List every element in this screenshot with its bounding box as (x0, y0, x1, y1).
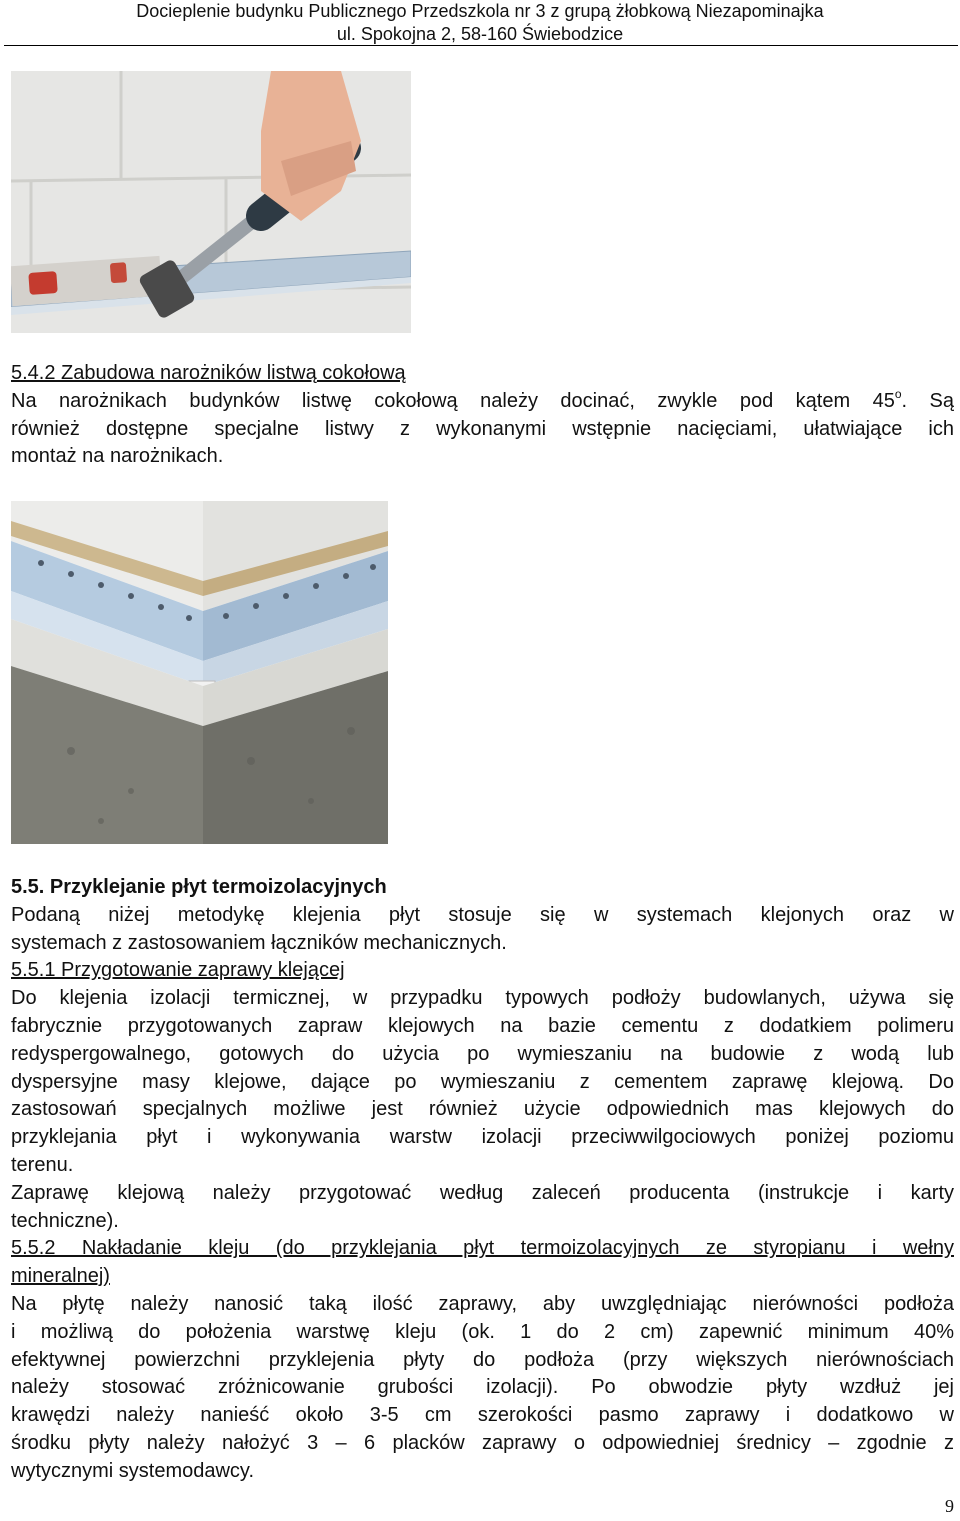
paragraph-line: Podaną niżej metodykę klejenia płyt stosuje się w systemach klejonych oraz w (11, 903, 954, 926)
paragraph-line: fabrycznie przygotowanych zapraw klejowych na bazie cementu z dodatkiem polimeru (11, 1014, 954, 1037)
paragraph-line: środku płyty należy nałożyć 3 – 6 placków zaprawy o odpowiedniej średnicy – zgodnie z (11, 1431, 954, 1454)
section-heading-5-5-2-cont: mineralnej) (11, 1265, 110, 1288)
section-heading-5-5: 5.5. Przyklejanie płyt termoizolacyjnych (11, 876, 387, 898)
paragraph-line: Na płytę należy nanosić taką ilość zaprawy, aby uwzględniając nierówności podłoża (11, 1292, 954, 1315)
paragraph-line: terenu. (11, 1153, 74, 1176)
paragraph-line: efektywnej powierzchni przyklejenia płyty do podłoża (przy większych nierównościach (11, 1348, 954, 1371)
paragraph-line: krawędzi należy nanieść około 3-5 cm szerokości pasmo zaprawy i dodatkowo w (11, 1404, 954, 1427)
paragraph-line: również dostępne specjalne listwy z wykonanymi wstępnie nacięciami, ułatwiające ich (11, 417, 954, 440)
paragraph-line: techniczne). (11, 1209, 119, 1232)
section-heading-5-5-2: 5.5.2 Nakładanie kleju (do przyklejania płyt termoizolacyjnych ze styropianu i wełny (11, 1237, 954, 1260)
section-5-4-2 (11, 360, 954, 471)
header-title: Docieplenie budynku Publicznego Przedszkola nr 3 z grupą żłobkową Niezapominajka (136, 1, 824, 21)
paragraph-line: Zaprawę klejową należy przygotować według zaleceń producenta (instrukcje i karty (11, 1181, 954, 1204)
paragraph-line: Do klejenia izolacji termicznej, w przypadku typowych podłoży budowlanych, używa się (11, 987, 954, 1010)
section-heading-5-4-2: 5.4.2 Zabudowa narożników listwą cokołową (11, 362, 406, 384)
paragraph-line: i możliwą do położenia warstwę kleju (ok. 1 do 2 cm) zapewnić minimum 40% (11, 1320, 954, 1343)
header-divider (4, 45, 958, 46)
photo-hammer-illustration (11, 71, 411, 333)
page-header (0, 0, 960, 46)
paragraph-line: przyklejania płyt i wykonywania warstw izolacji przeciwwilgociowych poniżej poziomu (11, 1126, 954, 1149)
photo-corner-illustration (11, 501, 388, 844)
header-address: ul. Spokojna 2, 58-160 Świebodzice (336, 24, 624, 44)
paragraph-line: Na narożnikach budynków listwę cokołową należy docinać, zwykle pod kątem 45$^o$. Są (11, 386, 954, 412)
section-heading-5-5-1: 5.5.1 Przygotowanie zaprawy klejącej (11, 959, 345, 982)
photo-corner-plinth-profile (11, 501, 388, 844)
paragraph-line: należy stosować zróżnicowanie grubości izolacji). Po obwodzie płyty wzdłuż jej (11, 1376, 954, 1399)
section-5-5 (11, 874, 954, 1486)
paragraph-line: systemach z zastosowaniem łączników mechanicznych. (11, 931, 507, 954)
paragraph-line: montaż na narożnikach. (11, 445, 224, 468)
paragraph-line: dyspersyjne masy klejowe, dające po wymieszaniu z cementem zaprawę klejową. Do (11, 1070, 954, 1093)
paragraph-line: zastosowań specjalnych możliwe jest również użycie odpowiednich mas klejowych do (11, 1098, 954, 1121)
degree-superscript: o (894, 386, 902, 401)
paragraph-line: redyspergowalnego, gotowych do użycia po wymieszaniu na budowie z wodą lub (11, 1042, 954, 1065)
paragraph-line: wytycznymi systemodawcy. (11, 1459, 255, 1482)
photo-hammer-plinth-profile (11, 71, 411, 333)
page-number: 9 (945, 1496, 954, 1516)
